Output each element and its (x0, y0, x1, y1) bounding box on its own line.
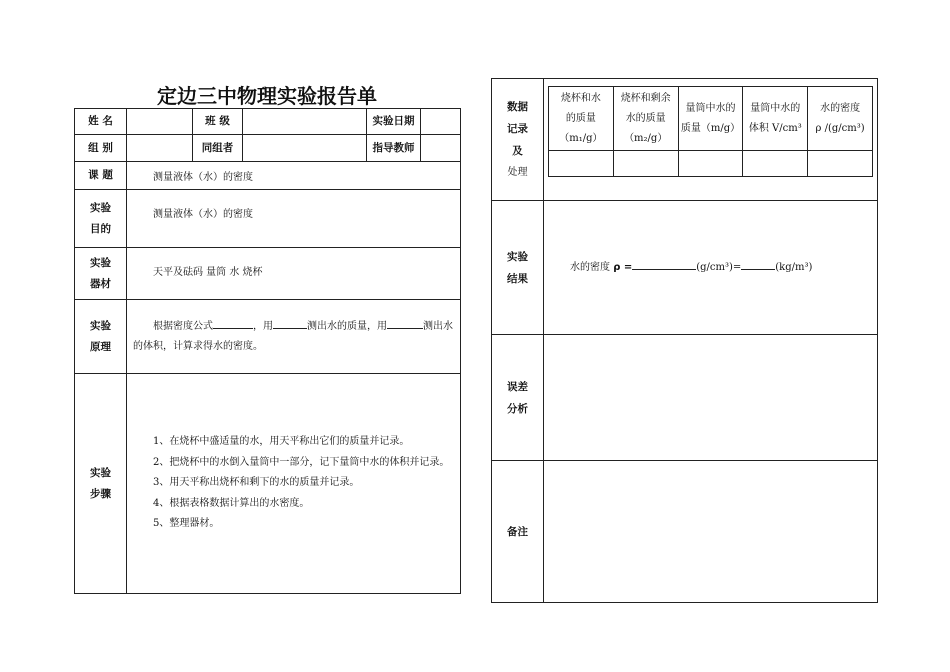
principle-part: 测出水的质量，用 (307, 320, 387, 332)
purpose-label-line1: 实验 (90, 201, 111, 214)
mass-tool-blank[interactable] (273, 317, 307, 329)
data-label-line: 数据 (507, 100, 528, 113)
group-label: 组 别 (75, 135, 127, 162)
class-field[interactable] (243, 109, 367, 135)
volume-tool-blank[interactable] (387, 317, 423, 329)
principle-part: 测出水的体积，计算求得水的密度。 (133, 320, 453, 352)
page-title: 定边三中物理实验报告单 (157, 84, 377, 108)
name-label: 姓 名 (75, 109, 127, 135)
error-analysis-field[interactable] (544, 335, 878, 461)
name-field[interactable] (127, 109, 193, 135)
purpose-label-line2: 目的 (90, 222, 111, 235)
col-header-1: 烧杯和水 的质量 （m₁/g） (549, 87, 614, 151)
steps-label (75, 374, 127, 594)
step-item: 1、在烧杯中盛适量的水，用天平称出它们的质量并记录。 (153, 436, 410, 448)
steps-label-line2: 步骤 (90, 487, 111, 500)
group-field[interactable] (127, 135, 193, 162)
purpose-label (75, 190, 127, 248)
date-field[interactable] (421, 109, 461, 135)
data-cell-m1[interactable] (549, 151, 614, 177)
data-record-label (492, 79, 544, 201)
equipment-label-line2: 器材 (90, 277, 111, 290)
col-header-3: 量筒中水的 质量（m/g） (678, 87, 743, 151)
class-label: 班 级 (193, 109, 243, 135)
equipment-label-line1: 实验 (90, 256, 111, 269)
density-kgm3-blank[interactable] (741, 258, 775, 270)
data-cell-rho[interactable] (808, 151, 873, 177)
data-label-small: 处理 (507, 166, 528, 178)
topic-label: 课 题 (75, 162, 127, 190)
result-text: 水的密度 ρ = (g/cm³)= (kg/m³) (544, 201, 878, 335)
topic-text: 测量液体（水）的密度 (127, 162, 461, 190)
col-header-5: 水的密度 ρ /(g/cm³) (808, 87, 873, 151)
steps-label-line1: 实验 (90, 466, 111, 479)
data-table (548, 86, 873, 177)
principle-label (75, 300, 127, 374)
notes-label: 备注 (492, 461, 544, 603)
error-analysis-label: 误差 分析 (492, 335, 544, 461)
step-item: 5、整理器材。 (153, 518, 220, 530)
data-cell-v[interactable] (743, 151, 808, 177)
step-item: 4、根据表格数据计算出的水密度。 (153, 497, 310, 509)
purpose-text: 测量液体（水）的密度 (127, 190, 461, 248)
partner-label: 同组者 (193, 135, 243, 162)
equipment-text: 天平及砝码 量筒 水 烧杯 (127, 248, 461, 300)
data-label-line: 记录 (507, 122, 528, 135)
density-gcm3-blank[interactable] (632, 258, 696, 270)
principle-label-line2: 原理 (90, 340, 111, 353)
report-table-right (491, 78, 878, 603)
steps-list (127, 374, 461, 594)
teacher-label: 指导教师 (367, 135, 421, 162)
teacher-field[interactable] (421, 135, 461, 162)
data-label-line: 及 (512, 144, 523, 157)
data-table-cell (544, 79, 878, 201)
principle-label-line1: 实验 (90, 319, 111, 332)
step-item: 2、把烧杯中的水倒入量筒中一部分，记下量筒中水的体积并记录。 (153, 456, 450, 468)
col-header-2: 烧杯和剩余 水的质量 （m₂/g） (613, 87, 678, 151)
partner-field[interactable] (243, 135, 367, 162)
result-label: 实验 结果 (492, 201, 544, 335)
step-item: 3、用天平称出烧杯和剩下的水的质量并记录。 (153, 477, 360, 489)
formula-blank[interactable] (213, 317, 253, 329)
principle-part: ，用 (253, 320, 273, 332)
report-table-left (74, 108, 461, 594)
col-header-4: 量筒中水的 体积 V/cm³ (743, 87, 808, 151)
data-cell-m[interactable] (678, 151, 743, 177)
date-label: 实验日期 (367, 109, 421, 135)
equipment-label (75, 248, 127, 300)
principle-text (127, 300, 461, 374)
notes-field[interactable] (544, 461, 878, 603)
principle-part: 根据密度公式 (153, 320, 213, 332)
data-cell-m2[interactable] (613, 151, 678, 177)
